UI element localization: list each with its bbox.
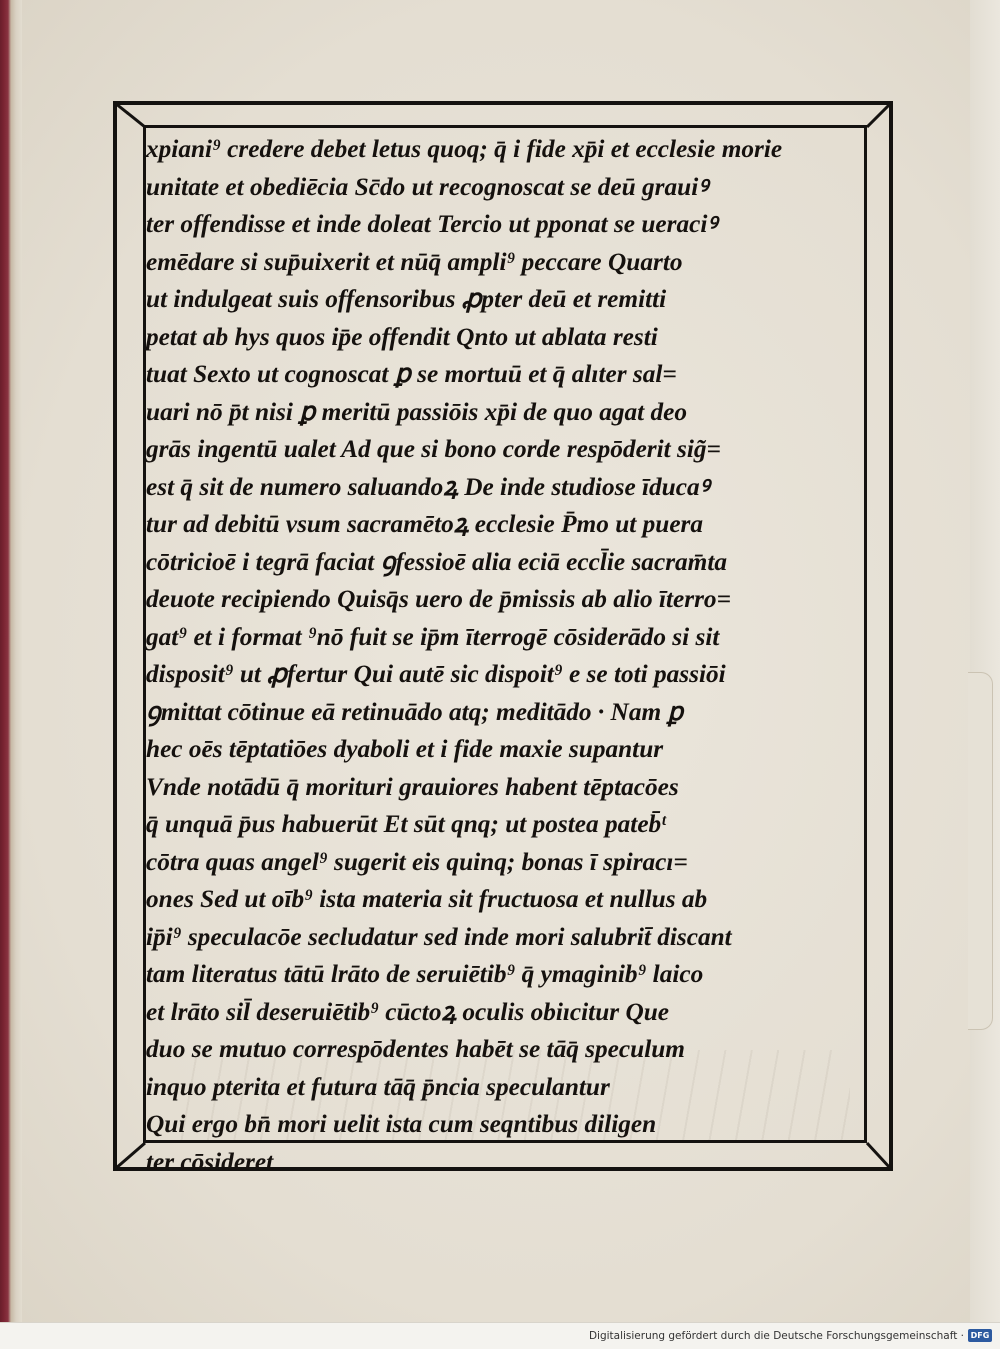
text-line: est q̄ sit de numero saluandoꝝ De inde studiose īducaꝰ (146, 471, 710, 501)
text-line: et lrāto sil̄ deseruiētib⁹ cūctoꝝ oculis obiıcitur Que (146, 996, 670, 1026)
next-page-edge (970, 0, 1000, 1322)
text-line: ter cōsideret (146, 1146, 274, 1176)
text-line: tuat Sexto ut cognoscat ꝑ se mortuū et q̄ alıter sal= (146, 359, 677, 388)
text-line: ones Sed ut oīb⁹ ista materia sit fructuosa et nullus ab (146, 884, 708, 913)
text-line: Vnde notādū q̄ morituri grauiores habent tēptacōes (146, 771, 679, 801)
text-line: cōtra quas angel⁹ sugerit eis quinq; bonas ī spiracı= (146, 846, 688, 876)
blackletter-text-block (146, 130, 864, 1180)
text-line: ut indulgeat suis offensoribus ꝓpter deū et remitti (146, 284, 667, 313)
text-line: inquo pterita et futura tāq̄ p̄ncia speculantur (146, 1071, 610, 1101)
dfg-logo: DFG (968, 1329, 992, 1342)
text-line: gat⁹ et i format ⁹nō fuit se ip̄m īterrogē cōsiderādo si sit (146, 621, 720, 651)
text-line: tam literatus tātū lrāto de seruiētib⁹ q̄ ymaginib⁹ laico (146, 959, 704, 988)
text-line: duo se mutuo correspōdentes habēt se tāq̄ speculum (146, 1034, 685, 1063)
footer-bar (0, 1322, 1000, 1349)
text-line: deuote recipiendo Quisq̄s uero de p̄missis ab alio īterro= (146, 584, 732, 613)
text-line: unitate et obediēcia Sc̄do ut recognoscat se deū grauiꝰ (146, 171, 708, 201)
page-tab-edge (968, 672, 993, 1030)
text-line: q̄ unquā p̄us habuerūt Et sūt qnq; ut postea pateb̄ᵗ (146, 809, 666, 838)
digitization-credit: Digitalisierung gefördert durch die Deutsche Forschungsgemeinschaft · (588, 1330, 964, 1342)
text-line: disposit⁹ ut ꝓfertur Qui autē sic dispoit⁹ e se toti passiōi (146, 659, 726, 688)
text-line: xpiani⁹ credere debet letus quoq; q̄ i fide xp̄i et ecclesie morie (146, 134, 783, 163)
text-line: petat ab hys quos ip̄e offendit Qnto ut ablata resti (146, 321, 658, 351)
text-line: ip̄i⁹ speculacōe secludatur sed inde mori salubrit̄ discant (146, 921, 732, 951)
book-spine-binding (0, 0, 22, 1348)
text-line: cōtricioē i tegrā faciat ꝯfessioē alia eciā eccl̄ie sacram̄ta (146, 546, 728, 576)
text-line: ꝯmittat cōtinue eā retinuādo atq; meditādo · Nam ꝑ (146, 696, 684, 726)
text-line: tur ad debitū vsum sacramētoꝝ ecclesie P̄mo ut puera (146, 509, 704, 538)
text-line: ter offendisse et inde doleat Tercio ut pponat se ueraciꝰ (146, 209, 718, 238)
text-line: hec oēs tēptatiōes dyaboli et i fide maxie supantur (146, 734, 664, 763)
text-line: uari nō p̄t nisi ꝑ meritū passiōis xp̄i de quo agat deo (146, 396, 688, 426)
text-line: emēdare si sup̄uixerit et nūq̄ ampli⁹ peccare Quarto (146, 246, 683, 276)
text-line: Qui ergo bn̄ mori uelit ista cum seqntibus diligen (146, 1109, 657, 1138)
text-line: grās ingentū ualet Ad que si bono corde respōderit sig̃= (146, 434, 721, 463)
